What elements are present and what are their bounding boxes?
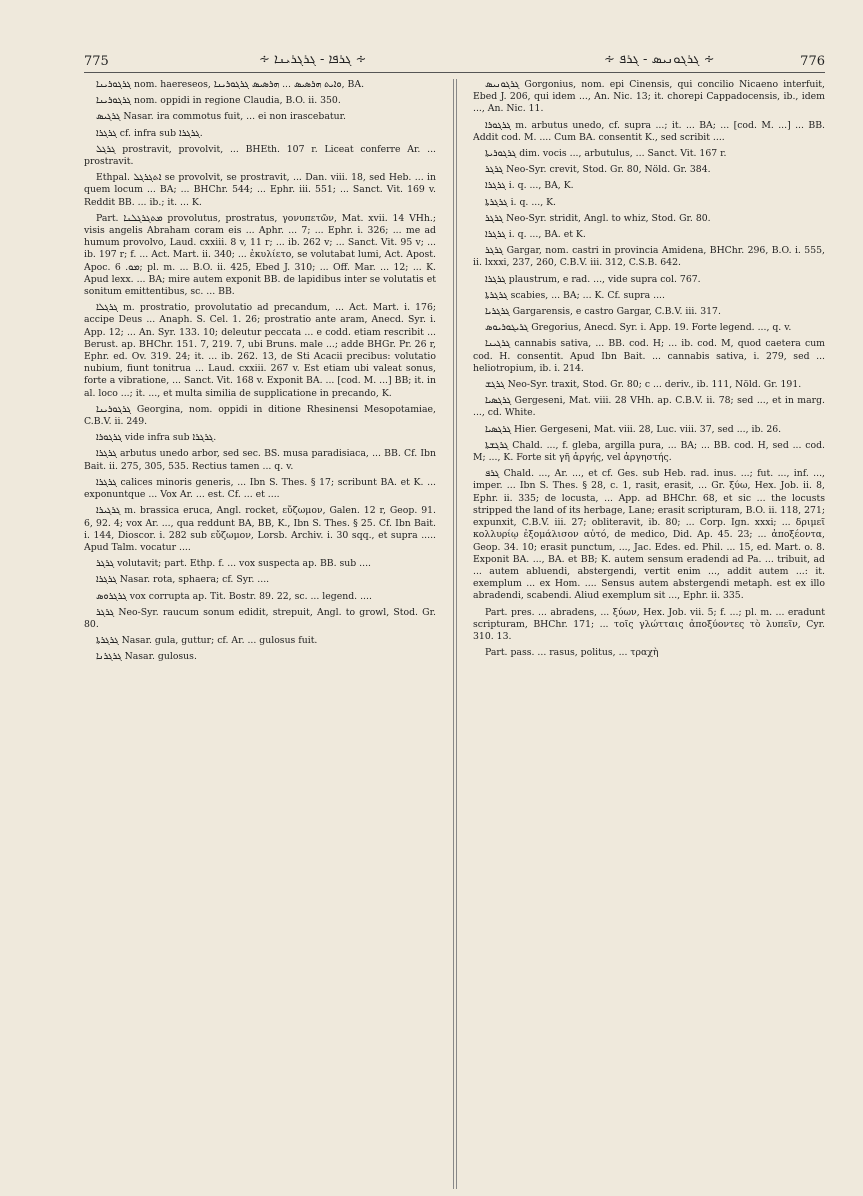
right-running-title: ∻ ܓܪܓܘܢܝܣ - ܓܪܦ ∻ bbox=[604, 52, 715, 67]
column-divider bbox=[453, 79, 457, 1189]
dictionary-entry: ܓܪܓܪܐ i. q. ..., BA, K. bbox=[485, 180, 574, 192]
dictionary-entry: ܓܪܓܪ Neo-Syr. raucum sonum edidit, strepuit, Angl. to growl, Stod. Gr. 80. bbox=[84, 606, 436, 630]
dictionary-entry: ܓܪܓܪܬܐ scabies, ... BA; ... K. Cf. supra .... bbox=[485, 289, 665, 301]
dictionary-entry: ܓܪܓܣܝܐ Gergeseni, Mat. viii. 28 VHh. ap. C.B.V. ii. 78; sed ..., et in marg. ..., cd. White. bbox=[473, 395, 825, 419]
dictionary-entry: ܓܪܓܪܐ i. q. ..., BA. et K. bbox=[485, 229, 586, 241]
dictionary-entry: ܓܪܓܣܝܐ Hier. Gergeseni, Mat. viii. 28, Luc. viii. 37, sed ..., ib. 26. bbox=[485, 423, 782, 435]
dictionary-entry: ܓܪܦ Chald. ..., Ar. ..., et cf. Ges. sub Heb. rad. inus. ...; fut. ..., inf. ..., imper. ... Ibn S. Thes. § 28, c. 1, rasit, erasit, ... Gr. ξύω, Hex. Job. ii. 8, Ephr. ii. 335; de locusta, ... App. ad BHChr. 68, et sic ... the locusts stripped the land of its herbage, Lane; erasit scripturam, B.O. ii. 118, 271; expunxit, C.B.V. iii. 27; obliteravit, ib. 80; ... Corp. Ign. xxxi; ... δριμεῖ κολλυρίῳ ἐξομάλισον αὐτό, de medico, Did. Ap. 45. 23; ... ἀποξέοντα, Geop. 34. 10; erasit punctum, ..., Jac. Edes. ed. Phil. ... 15, ed. Mart. o. 8. Exponit BA. ..., BA. et BB; K. autem sensum eradendi ad Pa. ... tribuit, ad ... autem abluendi, abstergendi, vertit enim ..., addit autem ...: it. exemplum ... ex Hom. .... Sensus autem abstergendi metaph. est ex illo abradendi, scabendi. Aliud exemplum sit ..., Ephr. ii. 335. bbox=[473, 468, 825, 602]
right-page-number: 776 bbox=[800, 54, 825, 69]
dictionary-entry: ܓܪܓܪܐ cf. infra sub ܓܪܓܪܐ. bbox=[96, 127, 203, 139]
dictionary-entry: ܓܪܓܘܪܝܢܐ Georgina, nom. oppidi in ditione Rhesinensi Mesopotamiae, C.B.V. ii. 249. bbox=[84, 403, 436, 428]
dictionary-entry: Part. pass. ... rasus, politus, ... τραχὴ bbox=[485, 647, 659, 659]
dictionary-entry: ܓܪܓܪ Gargar, nom. castri in provincia Amidena, BHChr. 296, B.O. i. 555, ii. lxxxi, 237, 260, C.B.V. iii. 312, C.S.B. 642. bbox=[473, 245, 825, 269]
dictionary-entry: ܓܪܓܘܢܝܣ Gorgonius, nom. epi Cinensis, qui concilio Nicaeno interfuit, Ebed J. 206, qui idem ..., An. Nic. 13; it. chorepi Cappadocensis, ib., idem ..., An. Nic. 11. bbox=[473, 79, 825, 115]
dictionary-entry: Ethpal. ܐܬܓܪܓܠ se provolvit, se prostravit, ... Dan. viii. 18, sed Heb. ... in quem locum ... BA; ... BHChr. 544; ... Ephr. iii. 551; ... Sanct. Vit. 169 v. Reddit BB. ... ib.; it. ... K. bbox=[84, 172, 436, 208]
dictionary-entry: ܓܪܓܘܪܐ m. arbutus unedo, cf. supra ...; it. ... BA; ... [cod. M. ...] ... BB. Addit cod. M. .... Cum BA. consentit K., sed scribit .... bbox=[473, 119, 825, 143]
dictionary-entry: ܓܪܓܪܢܐ Nasar. gulosus. bbox=[96, 651, 197, 663]
dictionary-entry: ܓܪܓܫܬܐ Chald. ..., f. gleba, argilla pura, ... BA; ... BB. cod. H, sed ... cod. M; ..., K. Forte sit γῆ ἀργής, vel ἀργηστής. bbox=[473, 439, 825, 464]
dictionary-entry: ܓܪܓܘܪܝܬܐ dim. vocis ..., arbutulus, ... Sanct. Vit. 167 r. bbox=[485, 148, 727, 160]
dictionary-entry: ܓܪܓܪܐ arbutus unedo arbor, sed sec. BS. musa paradisiaca, ... BB. Cf. Ibn Bait. ii. 275, 305, 535. Rectius tamen ... q. v. bbox=[84, 448, 436, 472]
dictionary-entry: ܓܪܓܪܬܐ Nasar. gula, guttur; cf. Ar. ... gulosus fuit. bbox=[96, 635, 318, 647]
dictionary-entry: ܓܪܓܠ prostravit, provolvit, ... BHEth. 107 r. Liceat conferre Ar. ... prostravit. bbox=[84, 143, 436, 168]
dictionary-entry: ܓܪܓܪܬܐ i. q. ..., K. bbox=[485, 196, 557, 208]
dictionary-entry: ܓܪܓܪܐ plaustrum, e rad. ..., vide supra col. 767. bbox=[485, 273, 701, 285]
dictionary-entry: ܓܪܓܪ Neo-Syr. crevit, Stod. Gr. 80, Nöld. Gr. 384. bbox=[485, 164, 711, 176]
dictionary-entry: ܓܪܓܘܪܝܢܐ nom. oppidi in regione Claudia, B.O. ii. 350. bbox=[96, 95, 341, 107]
dictionary-entry: ܓܪܓܪܘܣ vox corrupta ap. Tit. Bostr. 89. 22, sc. ... legend. .... bbox=[96, 590, 372, 602]
dictionary-entry: Part. ܡܬܓܪܓܠܢܐ provolutus, prostratus, γονυπετῶν, Mat. xvii. 14 VHh.; visis angelis Abraham coram eis ... Aphr. ... 7; ... Ephr. i. 326; ... me ad humum provolvo, Laud. cxxiii. 8 v, 11 r; ... ib. 262 v; ... Sanct. Vit. 95 v; ... ib. 197 r; f. ... Act. Mart. ii. 340; ... ἐκυλίετο, se volutabat lumi, Act. Apost. Apoc. ܡܘ. 6; pl. m. ... B.O. ii. 425, Ebed J. 310; ... Off. Mar. ... 12; ... K. Apud lexx. ... BA; mire autem exponit BB. de lapidibus inter se volutatis et sonitum emittentibus, sc. ... BB. bbox=[84, 212, 436, 298]
dictionary-entry: Part. pres. ... abradens, ... ξύων, Hex. Job. vii. 5; f. ...; pl. m. ... eradunt scripturam, BHChr. 171; ... τοῖς γλώτταις ἀποξύοντες τὸ λυπεῖν, Cyr. 310. 13. bbox=[473, 606, 825, 642]
dictionary-entry: ܓܪܓܝܪܐ m. brassica eruca, Angl. rocket, εὔζωμον, Galen. 12 r, Geop. 91. 6, 92. 4; vox Ar. ..., qua reddunt BA, BB, K., Ibn S. Thes. § 25. Cf. Ibn Bait. i. 144, Dioscor. i. 282 sub εὔζωμον, Lorsb. Archiv. i. 30 sqq., et supra ..... Apud Talm. vocatur .... bbox=[84, 505, 436, 553]
dictionary-entry: ܓܪܓܠܐ m. prostratio, provolutatio ad precandum, ... Act. Mart. i. 176; accipe Deus ... Anaph. S. Cel. 1. 26; prostratio ante aram, Anecd. Syr. i. App. 12; ... An. Syr. 133. 10; deleutur peccata ... e codd. etiam rescribit ... Berust. ap. BHChr. 151. 7, 219. 7, ubi Bruns. male ...; adde BHGr. Pr. 26 r, Ephr. ed. Ov. 319. 24; it. ... ib. 262. 13, de Sti Acacii precibus: volutatio nubium, fiunt tonitrua ... Laud. cxxiii. 267 v. Est etiam ubi valeat sonus, forte a vibratione, ... Sanct. Vit. 168 v. Exponit BA. ... [cod. M. ...] BB; it. in al. loco ...; it. ..., et multa similia de supplicatione in precando, K. bbox=[84, 302, 436, 399]
left-page-number: 775 bbox=[84, 54, 109, 69]
dictionary-entry: ܓܪܓܪܐ calices minoris generis, ... Ibn S. Thes. § 17; scribunt BA. et K. ... exponuntque ... Vox Ar. ... est. Cf. ... et .... bbox=[84, 476, 436, 501]
left-running-title: ∻ ܓܪܦܐ - ܓܪܓܪܝܢܐ ∻ bbox=[259, 52, 367, 67]
dictionary-entry: ܓܪܓܪܝܐ Gargarensis, e castro Gargar, C.B.V. iii. 317. bbox=[485, 306, 721, 318]
two-column-body bbox=[84, 79, 825, 1189]
dictionary-entry: ܓܪܓܘܪܐ vide infra sub ܓܪܓܪܐ. bbox=[96, 432, 217, 444]
dictionary-entry: ܓܪܓܪܐ Nasar. rota, sphaera; cf. Syr. .... bbox=[96, 574, 270, 586]
left-column bbox=[84, 79, 436, 1189]
dictionary-entry: ܓܪܓܘܪܝܢܐ nom. haereseos, ܘܐܝܬ ܗܪܣܝܣ ... ܗܪܣܝܣ ܓܪܓܘܪܝܢܐ, BA. bbox=[96, 79, 365, 90]
right-column bbox=[473, 79, 825, 1189]
page-header bbox=[84, 46, 825, 73]
dictionary-entry: ܓܪܝܓܘܪܝܘܣ Gregorius, Anecd. Syr. i. App. 19. Forte legend. ..., q. v. bbox=[485, 322, 792, 334]
dictionary-entry: ܓܪܓܫ Neo-Syr. traxit, Stod. Gr. 80; c ... deriv., ib. 111, Nöld. Gr. 191. bbox=[485, 379, 802, 391]
dictionary-entry: ܓܪܓܪ volutavit; part. Ethp. f. ... vox suspecta ap. BB. sub .... bbox=[96, 558, 371, 570]
dictionary-entry: ܓܪܓܪ Neo-Syr. stridit, Angl. to whiz, Stod. Gr. 80. bbox=[485, 212, 711, 224]
dictionary-entry: ܓܪܓܝܣ Nasar. ira commotus fuit, ... ei non irascebatur. bbox=[96, 111, 346, 123]
dictionary-entry: ܓܪܓܝܢܐ cannabis sativa, ... BB. cod. H; ... ib. cod. M, quod caetera cum cod. H. consentit. Apud Ibn Bait. ... cannabis sativa, i. 279, sed ... heliotropium, ib. i. 214. bbox=[473, 338, 825, 374]
